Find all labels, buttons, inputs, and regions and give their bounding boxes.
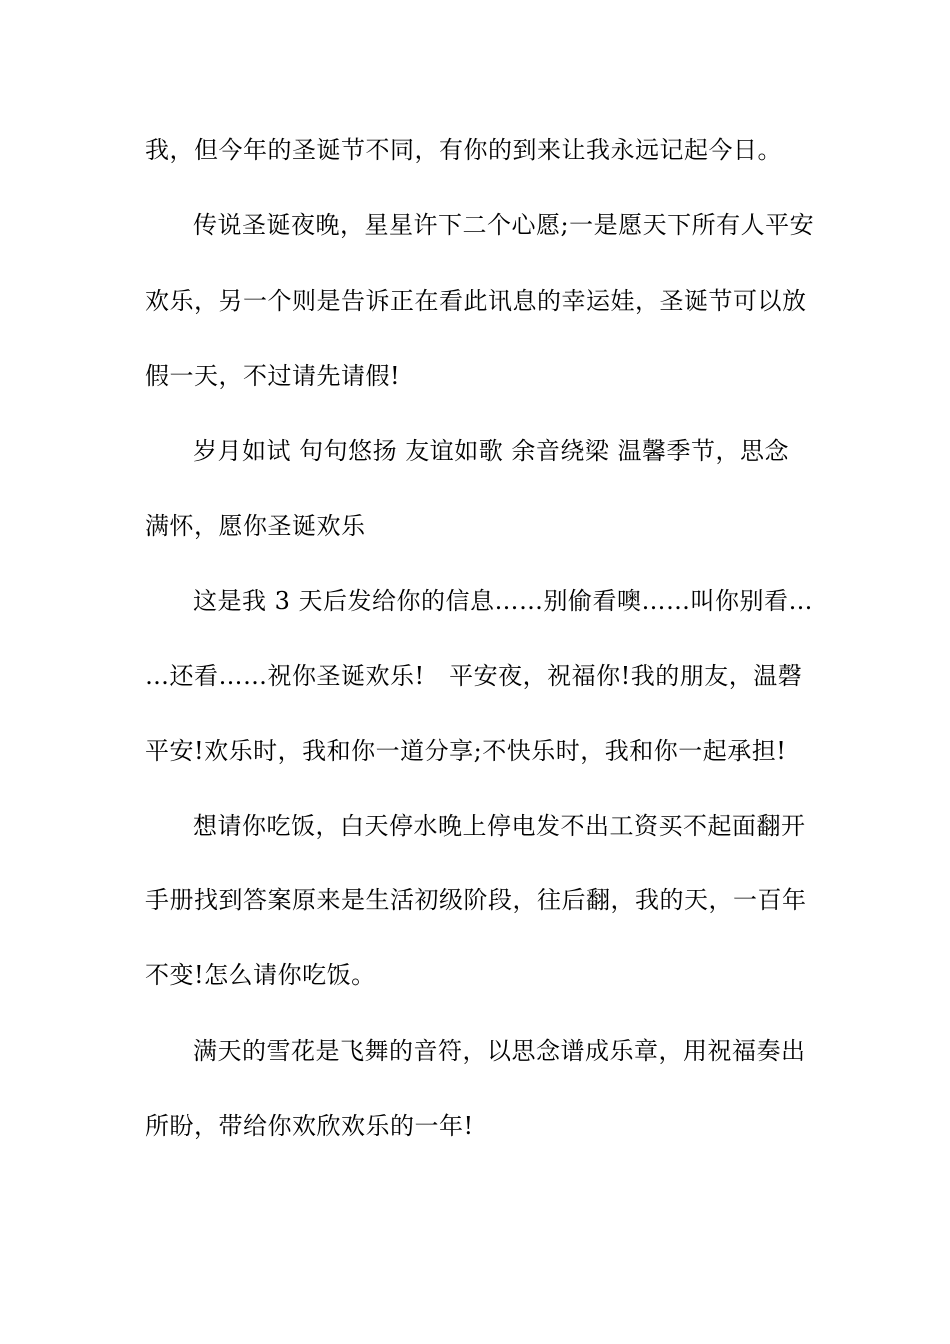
text-line: …还看……祝你圣诞欢乐! 平安夜，祝福你!我的朋友，温磬	[145, 662, 803, 690]
text-line: 手册找到答案原来是生活初级阶段，往后翻，我的天，一百年	[145, 886, 807, 914]
text-line: 假一天，不过请先请假!	[145, 362, 401, 390]
text-line: 我，但今年的圣诞节不同，有你的到来让我永远记起今日。	[145, 136, 782, 164]
text-line: 平安!欢乐时，我和你一道分享;不快乐时，我和你一起承担!	[145, 737, 787, 765]
text-line: 欢乐，另一个则是告诉正在看此讯息的幸运娃，圣诞节可以放	[145, 287, 807, 315]
text-line: 满怀，愿你圣诞欢乐	[145, 512, 366, 540]
paragraph-first-line: 岁月如试 句句悠扬 友谊如歌 余音绕梁 温馨季节，思念	[193, 437, 790, 465]
paragraph-first-line: 这是我 3 天后发给你的信息……别偷看噢……叫你别看…	[193, 587, 814, 615]
paragraph-first-line: 满天的雪花是飞舞的音符，以思念谱成乐章，用祝福奏出	[193, 1037, 806, 1065]
text-line: 不变!怎么请你吃饭。	[145, 961, 376, 989]
paragraph-first-line: 想请你吃饭，白天停水晚上停电发不出工资买不起面翻开	[193, 812, 806, 840]
paragraph-first-line: 传说圣诞夜晚，星星许下二个心愿;一是愿天下所有人平安	[193, 211, 815, 239]
text-line: 所盼，带给你欢欣欢乐的一年!	[145, 1112, 474, 1140]
